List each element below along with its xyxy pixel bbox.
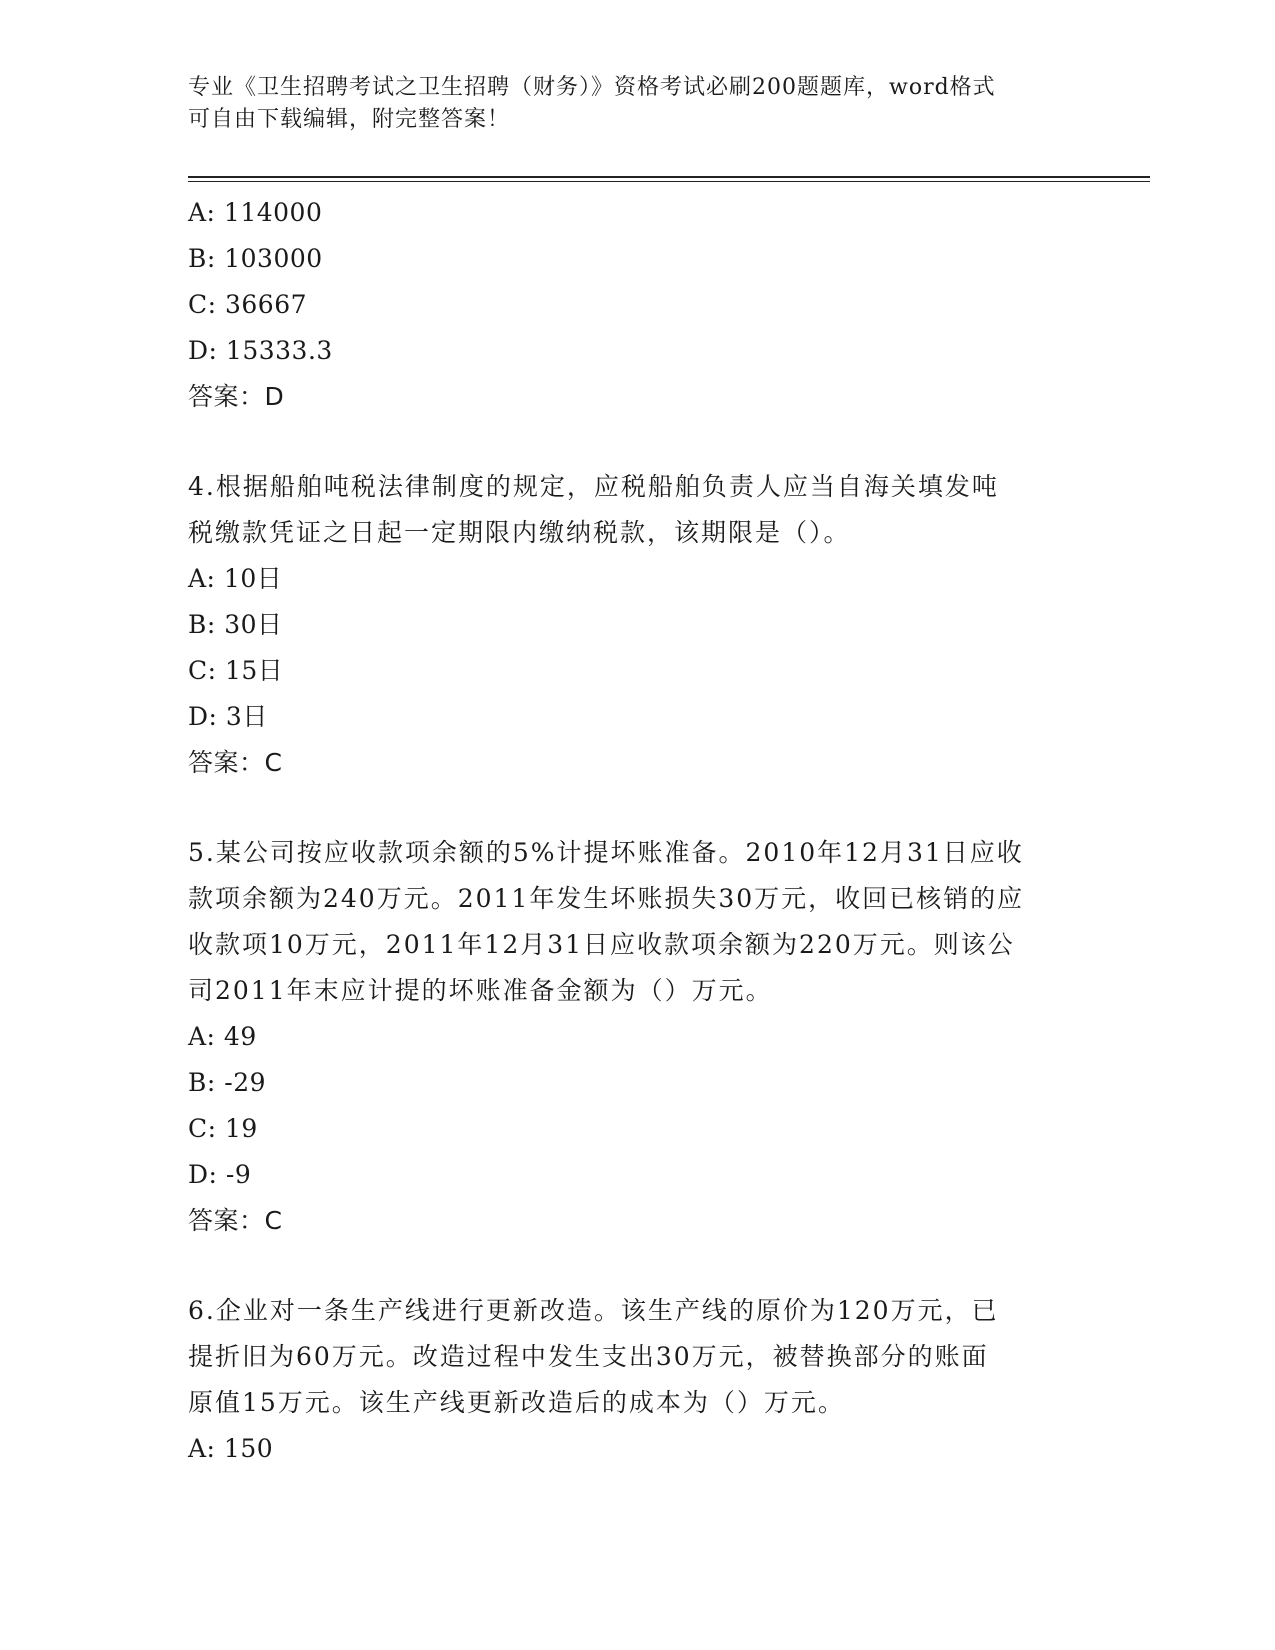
option-a: A: 114000 xyxy=(188,198,323,227)
header-rule-thin xyxy=(188,181,1150,182)
question-text-line: 5.某公司按应收款项余额的5%计提坏账准备。2010年12月31日应收 xyxy=(188,838,1024,867)
question-text-line: 6.企业对一条生产线进行更新改造。该生产线的原价为120万元，已 xyxy=(188,1296,999,1325)
question-4-block xyxy=(188,464,1088,786)
option-a: A: 10日 xyxy=(188,564,283,593)
question-text-line: 税缴款凭证之日起一定期限内缴纳税款，该期限是（）。 xyxy=(188,518,851,547)
option-b: B: -29 xyxy=(188,1068,266,1097)
question-text-line: 4.根据船舶吨税法律制度的规定，应税船舶负责人应当自海关填发吨 xyxy=(188,472,999,501)
header-line-1: 专业《卫生招聘考试之卫生招聘（财务）》资格考试必刷200题题库，word格式 xyxy=(188,75,996,100)
option-d: D: 3日 xyxy=(188,702,268,731)
question-3-block xyxy=(188,190,1088,420)
option-c: C: 36667 xyxy=(188,290,308,319)
answer-line: 答案：C xyxy=(188,1206,283,1235)
question-6-block xyxy=(188,1288,1088,1472)
header-rule-thick xyxy=(188,176,1150,178)
option-c: C: 15日 xyxy=(188,656,284,685)
answer-line: 答案：D xyxy=(188,382,285,411)
question-list xyxy=(188,190,1088,1472)
question-text-line: 款项余额为240万元。2011年发生坏账损失30万元，收回已核销的应 xyxy=(188,884,1025,913)
question-text-line: 提折旧为60万元。改造过程中发生支出30万元，被替换部分的账面 xyxy=(188,1342,989,1371)
question-5-block xyxy=(188,830,1088,1244)
question-text-line: 司2011年末应计提的坏账准备金额为（）万元。 xyxy=(188,976,773,1005)
option-b: B: 103000 xyxy=(188,244,323,273)
question-text-line: 原值15万元。该生产线更新改造后的成本为（）万元。 xyxy=(188,1388,845,1417)
question-text-line: 收款项10万元，2011年12月31日应收款项余额为220万元。则该公 xyxy=(188,930,1015,959)
option-d: D: -9 xyxy=(188,1160,252,1189)
document-header xyxy=(188,72,1068,136)
answer-line: 答案：C xyxy=(188,748,283,777)
option-c: C: 19 xyxy=(188,1114,258,1143)
header-line-2: 可自由下载编辑，附完整答案！ xyxy=(188,107,511,132)
option-d: D: 15333.3 xyxy=(188,336,333,365)
option-b: B: 30日 xyxy=(188,610,283,639)
option-a: A: 150 xyxy=(188,1434,274,1463)
option-a: A: 49 xyxy=(188,1022,257,1051)
